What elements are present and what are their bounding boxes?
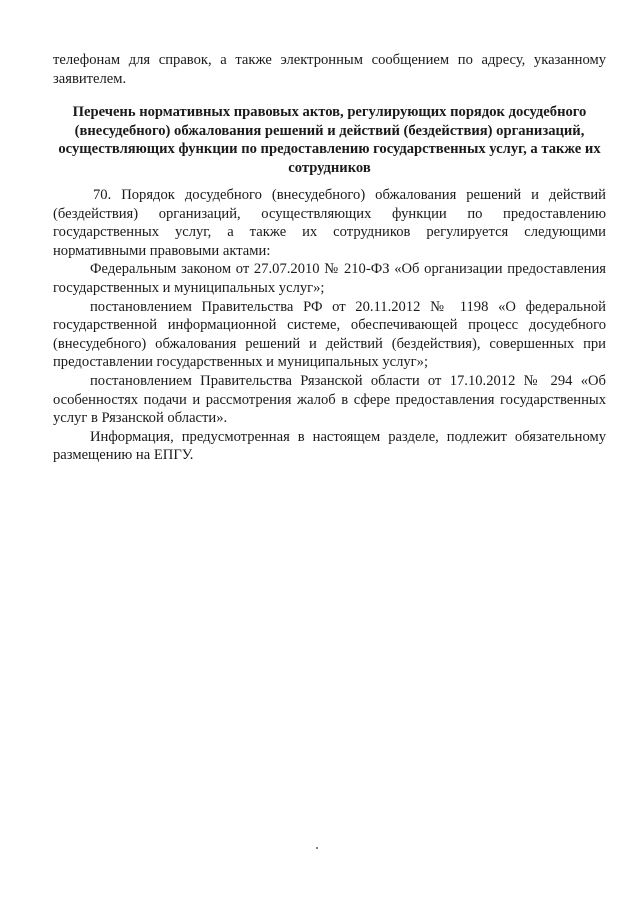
intro-text: телефонам для справок, а также электронным сообщением по адресу, указанному заявителем. <box>53 52 606 87</box>
paragraph-epgu-info: Информация, предусмотренная в настоящем разделе, подлежит обязательному размещению на ЕПГУ. <box>53 428 606 464</box>
paragraph-federal-law: Федеральным законом от 27.07.2010 № 210-ФЗ «Об организации предоставления государственных и муниципальных услуг»; <box>53 261 606 296</box>
paragraph-government-resolution: постановлением Правительства РФ от 20.11.2012 № 1198 «О федеральной государственной информационной системе, обеспечивающей процесс досудебного (внесудебного) обжалования решений и действий (бездействия), совершенных при предоставлении государственных и муниципальных услуг»; <box>53 298 606 371</box>
paragraph-70: 70. Порядок досудебного (внесудебного) обжалования решений и действий (бездействия) организаций, осуществляющих функции по предоставлению государственных услуг, а также их сотрудников регулируется следующими нормативными правовыми актами: <box>53 187 606 259</box>
page-mark <box>316 847 318 849</box>
intro-paragraph <box>53 51 606 88</box>
paragraph-regional-resolution: постановлением Правительства Рязанской области от 17.10.2012 № 294 «Об особенностях подачи и рассмотрения жалоб в сфере предоставления государственных услуг в Рязанской области». <box>53 372 606 427</box>
section-body <box>53 186 606 465</box>
section-heading: Перечень нормативных правовых актов, регулирующих порядок досудебного (внесудебного) обжалования решений и действий (бездействия) организаций, осуществляющих функции по предоставлению государственных услуг, а также их сотрудников <box>58 104 601 176</box>
